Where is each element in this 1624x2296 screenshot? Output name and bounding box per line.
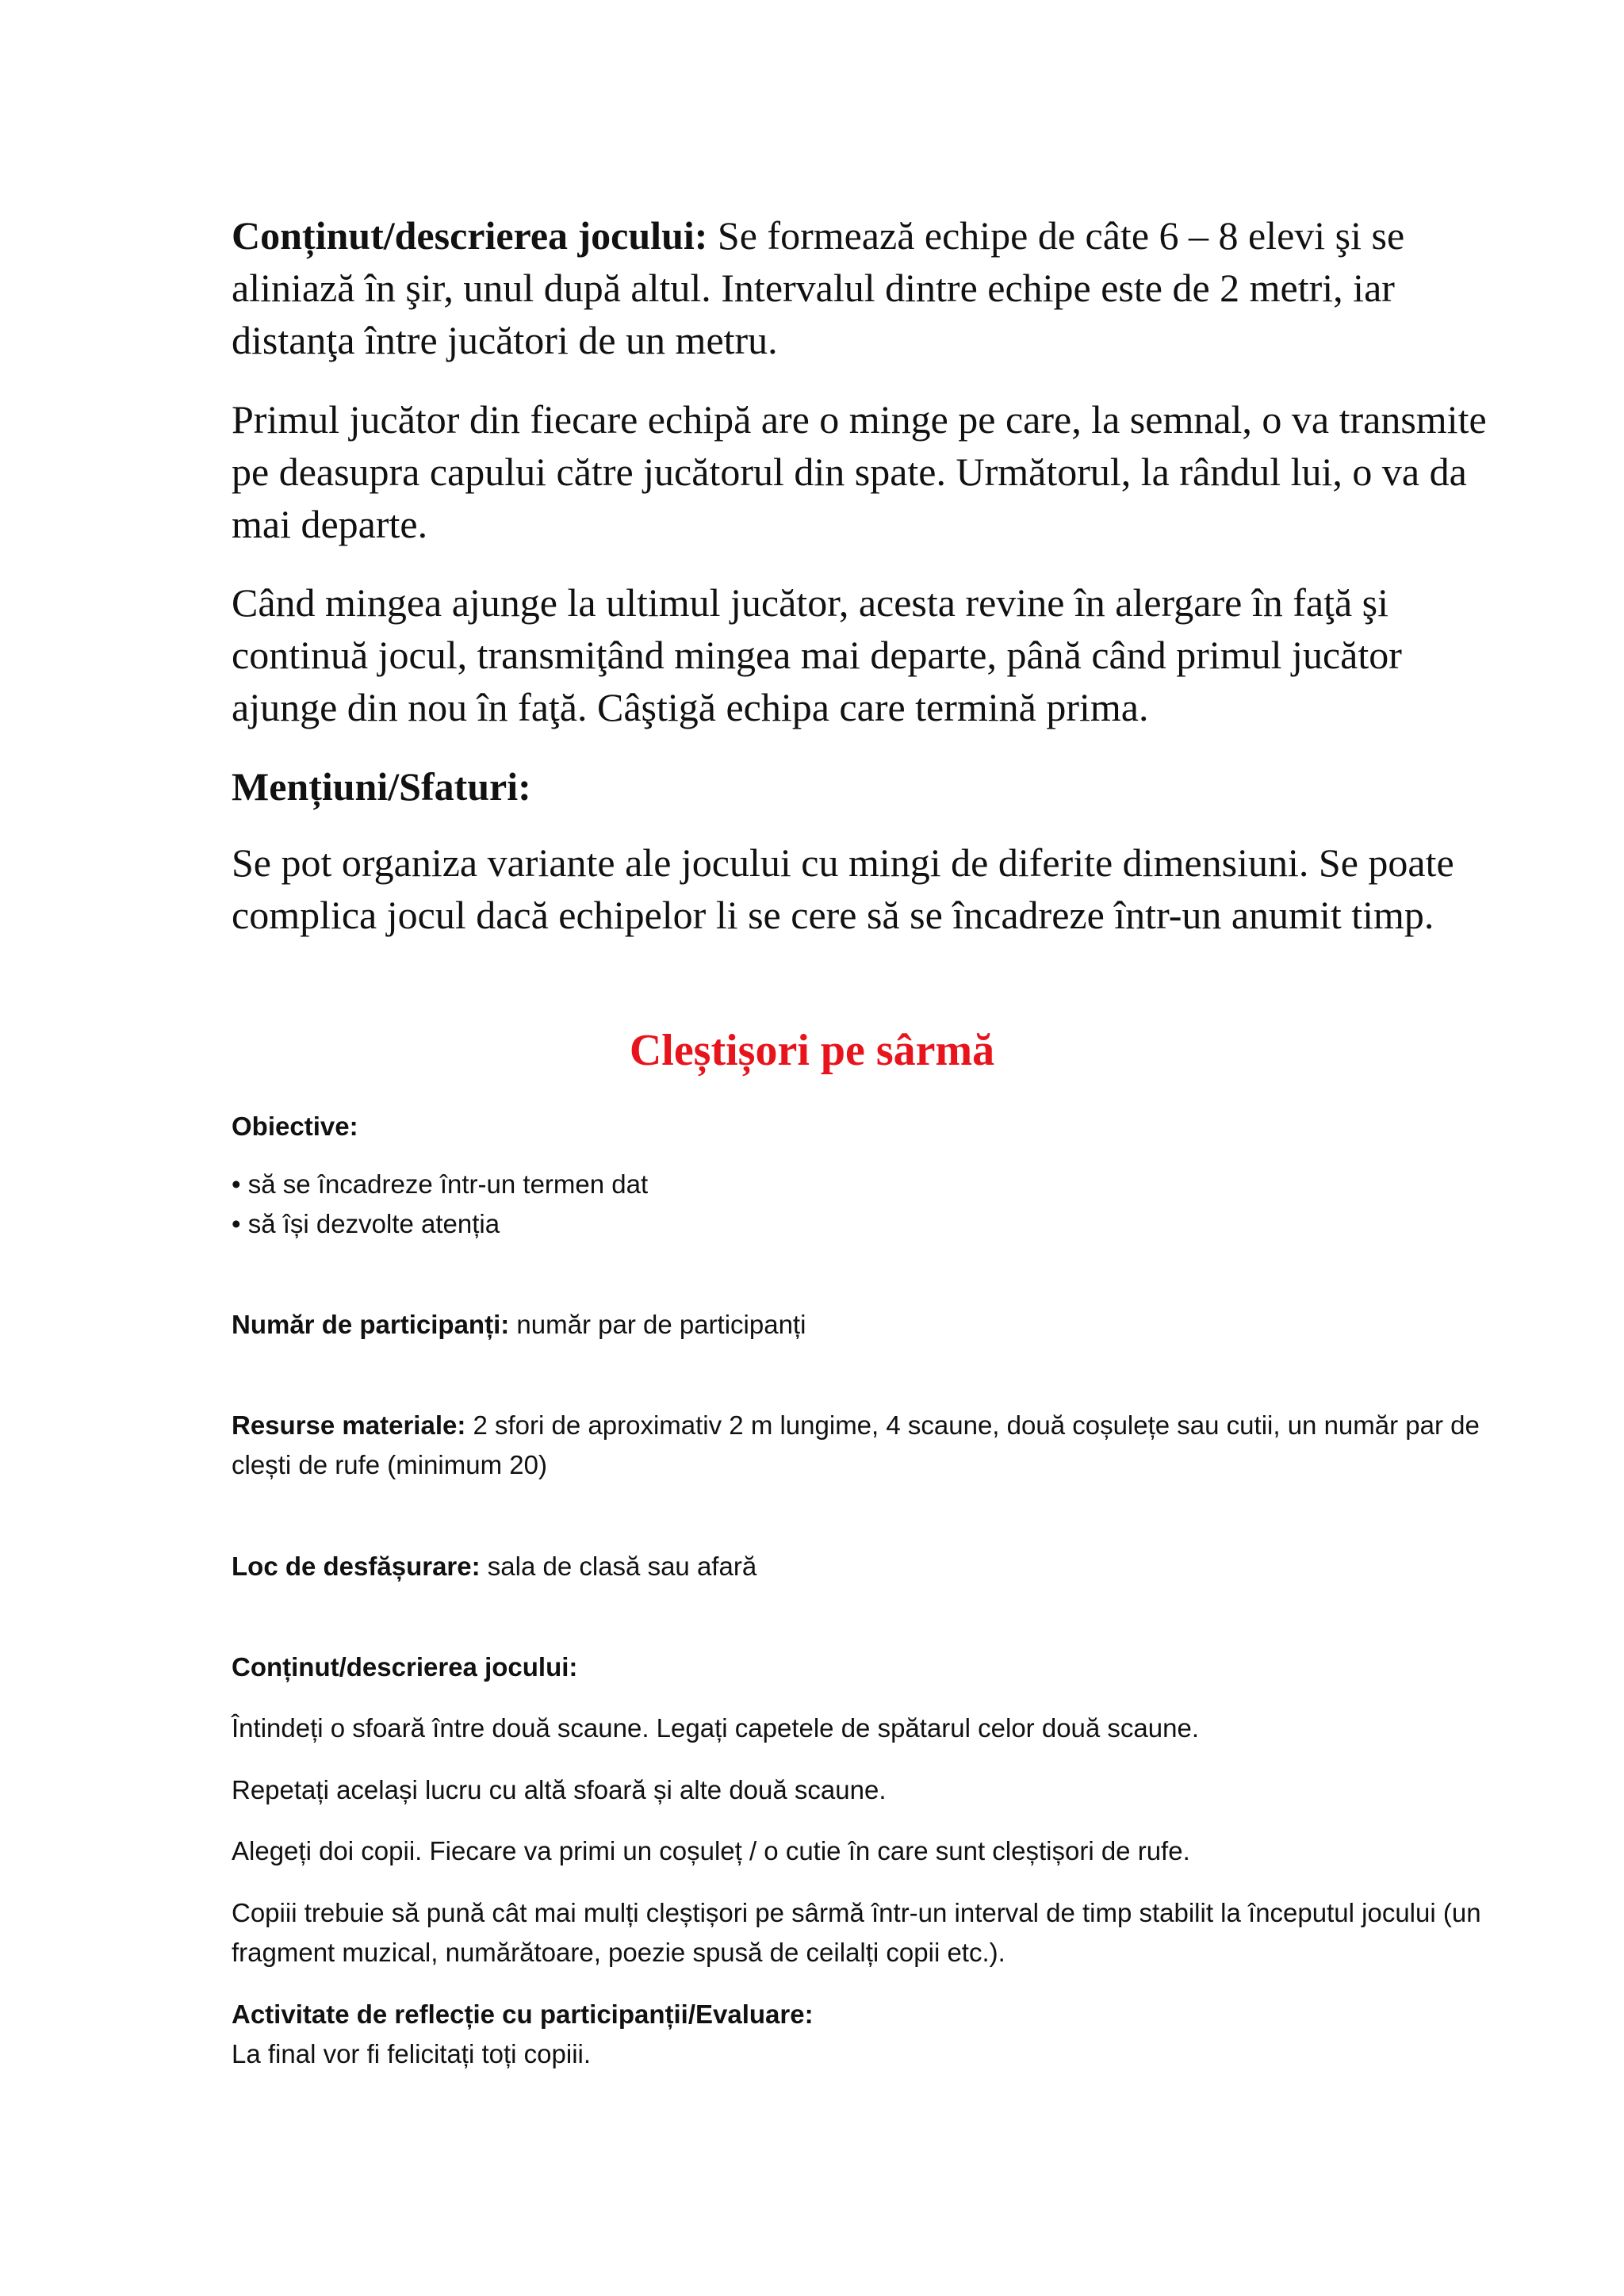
location-line — [232, 1547, 1516, 1586]
content-paragraph-4-block — [232, 1893, 1516, 1973]
content-paragraph-1-block — [232, 1709, 1516, 1748]
objectives-heading: Obiective: — [232, 1112, 358, 1141]
mentions-heading-block — [232, 760, 1516, 813]
mentions-text: Se pot organiza variante ale jocului cu mingi de diferite dimensiuni. Se poate complica jocul dacă echipelor li se cere să se încadreze într-un anumit timp. — [232, 840, 1454, 937]
mentions-heading: Mențiuni/Sfaturi: — [232, 764, 531, 809]
description-paragraph-1 — [232, 209, 1516, 366]
description-paragraph-2-block — [232, 393, 1516, 550]
description-text-1: Se formează echipe de câte 6 – 8 elevi şi se aliniază în şir, unul după altul. Intervalul dintre echipe este de 2 metri, iar distanţa între jucători de un metru. — [232, 213, 1405, 362]
game-description-block — [232, 209, 1516, 366]
content-heading: Conținut/descrierea jocului: — [232, 1652, 578, 1682]
resources-label: Resurse materiale: — [232, 1410, 466, 1440]
mentions-text-block — [232, 836, 1516, 941]
game-title: Cleștișori pe sârmă — [629, 1026, 995, 1075]
description-paragraph-3-block — [232, 576, 1516, 733]
participants-block — [232, 1305, 1516, 1345]
resources-value: 2 sfori de aproximativ 2 m lungime, 4 scaune, două coșulețe sau cutii, un număr par de clești de rufe (minimum 20) — [232, 1410, 1480, 1479]
content-paragraph: Întindeți o sfoară între două scaune. Legați capetele de spătarul celor două scaune. — [232, 1713, 1200, 1743]
content-heading-block — [232, 1647, 1516, 1687]
resources-line — [232, 1406, 1516, 1485]
participants-label: Număr de participanți: — [232, 1310, 510, 1339]
location-value: sala de clasă sau afară — [480, 1552, 757, 1581]
participants-line — [232, 1305, 1516, 1345]
reflection-text: La final vor fi felicitați toți copiii. — [232, 2039, 592, 2068]
objectives-heading-block — [232, 1107, 1516, 1146]
description-paragraph-3: Când mingea ajunge la ultimul jucător, acesta revine în alergare în faţă şi continuă jocul, transmiţând mingea mai departe, până când primul jucător ajunge din nou în faţă. Câştigă echipa care termină prima. — [232, 580, 1402, 729]
description-paragraph-2: Primul jucător din fiecare echipă are o minge pe care, la semnal, o va transmite pe deasupra capului către jucătorul din spate. Următorul, la rândul lui, o va da mai departe. — [232, 397, 1487, 546]
resources-block — [232, 1406, 1516, 1485]
content-paragraph-3-block — [232, 1831, 1516, 1871]
objectives-list-block — [232, 1165, 1516, 1244]
objective-item: • să se încadreze într-un termen dat — [232, 1165, 1516, 1204]
content-paragraph-2-block — [232, 1770, 1516, 1810]
reflection-heading: Activitate de reflecție cu participanții/Evaluare: — [232, 1999, 814, 2029]
location-label: Loc de desfășurare: — [232, 1552, 481, 1581]
participants-value: număr par de participanți — [509, 1310, 806, 1339]
description-label: Conținut/descrierea jocului: — [232, 213, 708, 258]
objective-item: • să își dezvolte atenția — [232, 1204, 1516, 1244]
content-paragraph: Alegeți doi copii. Fiecare va primi un coșuleț / o cutie în care sunt cleștișori de rufe. — [232, 1836, 1190, 1866]
reflection-block — [232, 1995, 1516, 2074]
objectives-list — [232, 1165, 1516, 1244]
content-paragraph: Copiii trebuie să pună cât mai mulți cleștișori pe sârmă într-un interval de timp stabilit la începutul jocului (un fragment muzical, numărătoare, poezie spusă de ceilalți copii etc.). — [232, 1898, 1481, 1967]
location-block — [232, 1547, 1516, 1586]
content-paragraph: Repetați același lucru cu altă sfoară și alte două scaune. — [232, 1775, 887, 1804]
